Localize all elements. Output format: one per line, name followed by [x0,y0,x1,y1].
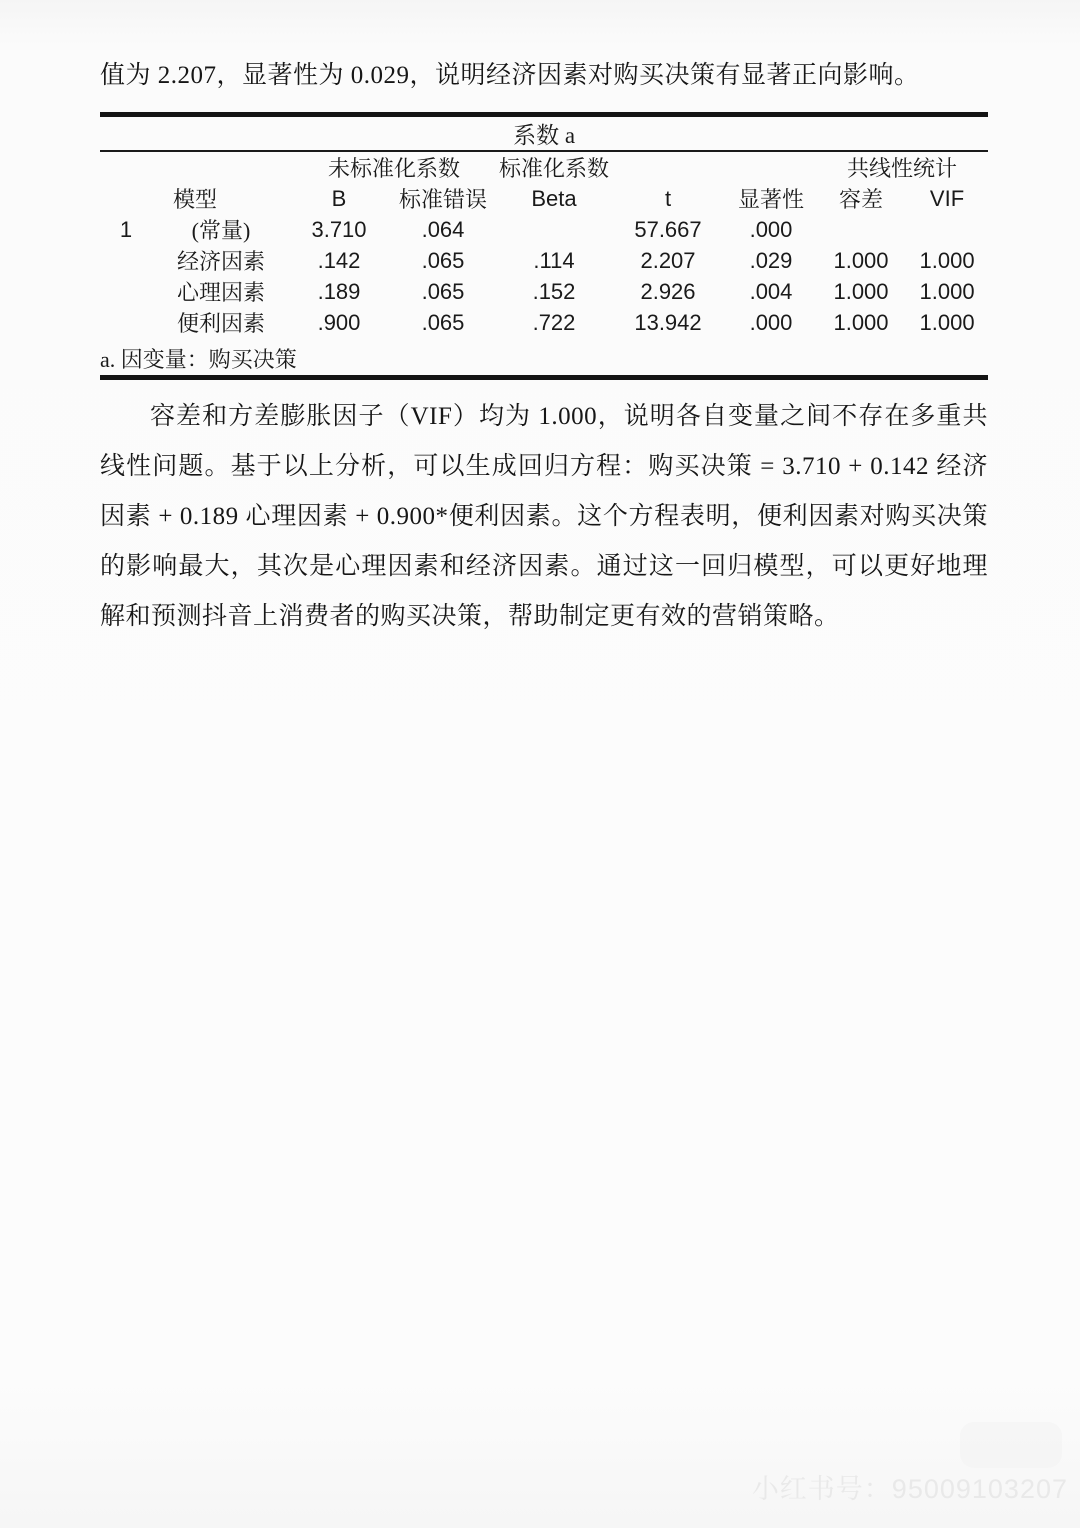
header-tolerance: 容差 [838,187,883,212]
table-row-convenience [100,307,988,338]
group-header-row [100,151,988,183]
cell-vif: 1.000 [919,278,975,304]
cell-b: .189 [317,278,361,304]
page-content [100,0,988,642]
header-sig: 显著性 [737,187,804,212]
cell-b: .142 [317,247,361,273]
column-header-row [100,183,988,214]
header-collinearity: 共线性统计 [847,156,958,181]
cell-model: 1 [119,216,133,242]
table-row-constant [100,214,988,245]
header-standardized: 标准化系数 [498,156,609,181]
cell-label: 便利因素 [176,311,265,336]
watermark-text: 小红书号：95009103207 [751,1474,1068,1504]
cell-std-error: .065 [421,309,465,335]
table-row-psychological [100,276,988,307]
cell-tolerance [816,214,906,245]
table-footnote-row [100,338,988,378]
header-vif: VIF [929,185,965,211]
cell-tolerance: 1.000 [833,278,889,304]
cell-b: 3.710 [311,216,367,242]
cell-model [100,276,152,307]
cell-std-error: .065 [421,278,465,304]
header-b: B [331,185,347,211]
cell-sig: .000 [749,309,793,335]
cell-b: .900 [317,309,361,335]
cell-model [100,307,152,338]
cell-label: (常量) [191,218,251,243]
cell-t: 57.667 [634,216,702,242]
header-model: 模型 [172,187,217,212]
cell-beta: .722 [532,309,576,335]
table-row-economic [100,245,988,276]
header-t: t [664,185,672,211]
table-footnote: a. 因变量：购买决策 [100,346,297,372]
cell-std-error: .064 [421,216,465,242]
cell-tolerance: 1.000 [833,247,889,273]
cell-sig: .029 [749,247,793,273]
empty-header-cell [100,151,290,183]
cell-std-error: .065 [421,247,465,273]
cell-beta [498,214,610,245]
header-std-error: 标准错误 [398,187,487,212]
cell-vif: 1.000 [919,309,975,335]
table-title: 系数 a [100,115,988,152]
cell-t: 2.926 [640,278,696,304]
empty-header-cell [610,151,816,183]
coefficients-table [100,112,988,380]
table-title-row [100,115,988,152]
cell-sig: .000 [749,216,793,242]
cell-beta: .152 [532,278,576,304]
cell-label: 经济因素 [176,249,265,274]
cell-vif [906,214,988,245]
analysis-paragraph: 容差和方差膨胀因子（VIF）均为 1.000，说明各自变量之间不存在多重共线性问题。基于以上分析，可以生成回归方程：购买决策 = 3.710 + 0.142 经济因素 + 0.189 心理因素 + 0.900*便利因素。这个方程表明，便利因素对购买决策的影响最大，其次是心理因素和经济因素。通过这一回归模型，可以更好地理解和预测抖音上消费者的购买决策，帮助制定更有效的营销策略。 [100,403,988,630]
cell-model [100,245,152,276]
xiaohongshu-badge [960,1422,1062,1468]
cell-vif: 1.000 [919,247,975,273]
cell-label: 心理因素 [176,280,265,305]
header-unstandardized: 未标准化系数 [327,156,460,181]
header-beta: Beta [531,185,577,211]
cell-beta: .114 [533,247,575,273]
intro-sentence: 值为 2.207，显著性为 0.029，说明经济因素对购买决策有显著正向影响。 [100,62,920,89]
cell-t: 2.207 [640,247,696,273]
cell-tolerance: 1.000 [833,309,889,335]
cell-sig: .004 [749,278,793,304]
cell-t: 13.942 [634,309,702,335]
